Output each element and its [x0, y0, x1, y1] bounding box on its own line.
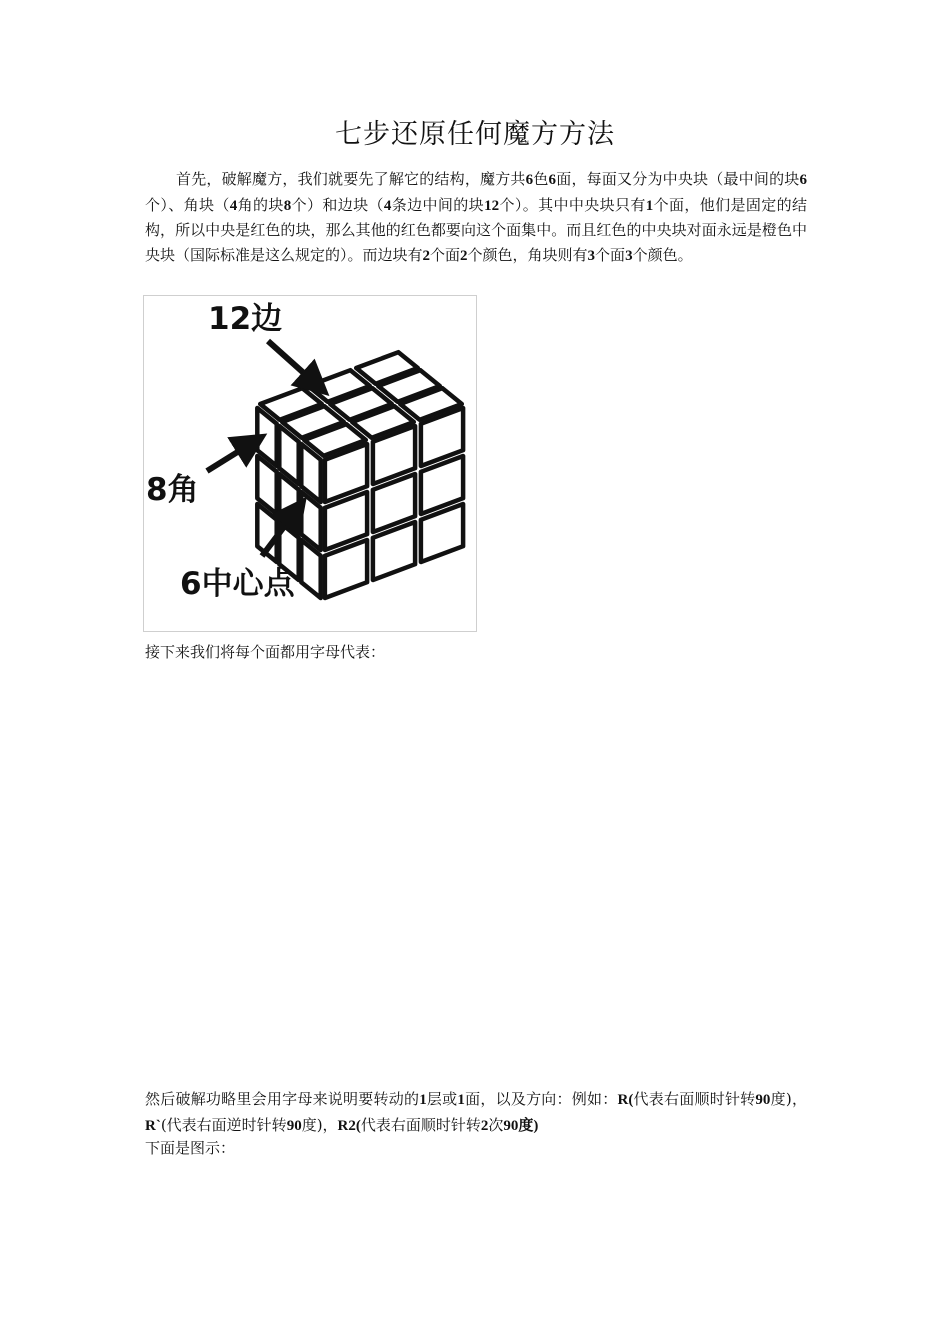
- bold-run: 3: [587, 247, 596, 264]
- text-run: 度)，: [301, 1115, 338, 1134]
- text-run: 面，每面又分为中央块（最中间的块: [556, 170, 800, 188]
- text-run: 个颜色。: [632, 245, 693, 264]
- text-run: 首先，破解魔方，我们就要先了解它的结构，魔方共: [176, 170, 526, 188]
- text-run: 色: [533, 170, 549, 188]
- text-run: 个颜色，角块则有: [467, 245, 588, 264]
- diagram-caption: 下面是图示：: [145, 1139, 236, 1157]
- bold-run: 度): [518, 1117, 539, 1134]
- bold-run: 6: [525, 172, 534, 188]
- bold-run: 4: [383, 197, 392, 214]
- bold-run: 2: [480, 1117, 489, 1134]
- bold-run: 90: [286, 1117, 302, 1134]
- bold-run: 6: [548, 172, 557, 188]
- bold-run: 90: [503, 1117, 519, 1134]
- corners-arrow: [207, 443, 252, 471]
- bold-run: 2: [422, 247, 431, 264]
- text-run: 次: [488, 1115, 504, 1134]
- text-run: 个面: [595, 245, 626, 264]
- bold-run: 1: [419, 1092, 427, 1108]
- document-title: 七步还原任何魔方方法: [335, 119, 615, 150]
- corners-label: 8角: [146, 472, 199, 508]
- bold-run: 1: [645, 197, 654, 214]
- text-run: 角的块: [237, 195, 284, 214]
- bold-run: R2(: [337, 1117, 361, 1134]
- text-run: 层或: [426, 1090, 458, 1108]
- edges-label: 12边: [208, 301, 283, 337]
- centers-label: 6中心点: [180, 566, 295, 602]
- bold-run: 2: [460, 247, 468, 264]
- cube-structure-figure: [143, 295, 477, 632]
- text-run: 个面: [430, 245, 461, 264]
- cube-diagram: [144, 296, 476, 631]
- text-run: 个面，他们是固定的结构，所以中央是红色的块，那么其他的红色都要向这个面集中。而且红色的中央块对面永远是橙色中央块（国际标准是这么规定的）。而边块有: [145, 195, 807, 264]
- bold-run: 3: [625, 247, 633, 264]
- cube-drawing: [257, 352, 463, 598]
- bold-run: 90: [755, 1092, 771, 1108]
- bold-run: R(: [617, 1092, 634, 1108]
- bold-run: R`: [145, 1117, 161, 1134]
- bold-run: 1: [457, 1092, 465, 1108]
- text-run: 面，以及方向：例如：: [464, 1090, 618, 1108]
- bold-run: 8: [283, 197, 292, 214]
- text-run: 个）、角块（: [145, 195, 230, 214]
- text-run: 度)，: [770, 1090, 807, 1108]
- text-run: 条边中间的块: [391, 195, 485, 214]
- text-run: 代表右面顺时针转: [360, 1115, 481, 1134]
- face-letters-paragraph: 接下来我们将每个面都用字母代表：: [145, 643, 386, 661]
- bold-run: 12: [484, 197, 500, 214]
- notation-paragraph: [145, 1087, 807, 1138]
- bold-run: 6: [799, 172, 807, 188]
- text-run: 个）和边块（: [291, 195, 384, 214]
- text-run: 然后破解功略里会用字母来说明要转动的: [145, 1090, 420, 1108]
- text-run: 代表右面顺时针转: [633, 1090, 756, 1108]
- text-run: 个）。其中中央块只有: [499, 195, 646, 214]
- text-run: (代表右面逆时针转: [160, 1115, 287, 1134]
- bold-run: 4: [229, 197, 238, 214]
- edges-arrow: [268, 341, 316, 384]
- intro-paragraph: [145, 167, 807, 268]
